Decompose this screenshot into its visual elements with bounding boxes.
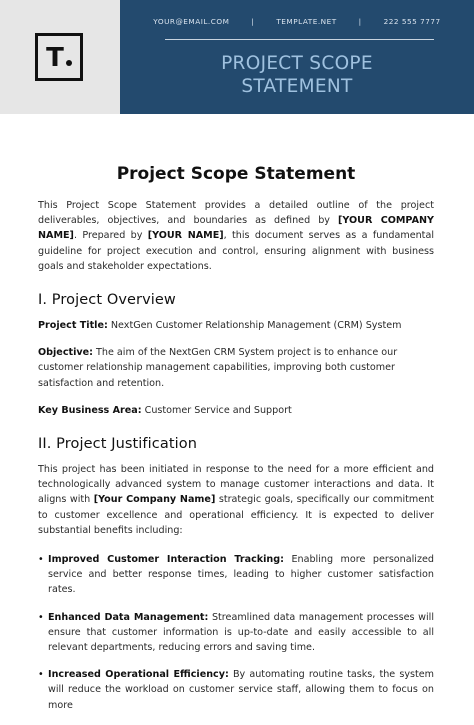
- document-body: [38, 164, 434, 725]
- list-item: [38, 552, 434, 598]
- field-value: The aim of the NextGen CRM System project is to enhance our customer relationship management capabilities, improving both customer satisfaction and retention.: [38, 347, 398, 389]
- banner-title-line1: PROJECT SCOPE: [221, 53, 373, 74]
- company-placeholder: [YOUR COMPANY NAME]: [38, 215, 434, 242]
- field-label: Objective:: [38, 347, 93, 359]
- banner-title: [120, 52, 474, 98]
- objective-field: [38, 345, 434, 391]
- list-item: [38, 610, 434, 656]
- contact-separator: |: [251, 17, 255, 26]
- logo-letter: T: [46, 42, 64, 73]
- benefit-text: By automating routine tasks, the system will reduce the workload on customer service staff, allowing them to focus on more: [48, 669, 434, 711]
- field-label: Project Title:: [38, 320, 108, 332]
- document-title: Project Scope Statement: [116, 164, 356, 184]
- intro-text: This Project Scope Statement provides a detailed outline of the project deliverables, objectives, and boundaries as defined by: [38, 200, 434, 227]
- field-value: Customer Service and Support: [141, 404, 292, 416]
- justification-text: strategic goals, specifically our commitment to customer excellence and operational efficiency. It is expected to deliver substantial benefits including:: [38, 494, 434, 536]
- benefit-text: Enabling more personalized service and better response times, leading to higher customer satisfaction rates.: [48, 554, 434, 596]
- field-label: Key Business Area:: [38, 404, 142, 416]
- company-logo: [35, 33, 83, 81]
- intro-paragraph: [38, 198, 434, 274]
- benefit-label: Enhanced Data Management:: [48, 611, 209, 623]
- contact-separator: |: [358, 17, 362, 26]
- intro-text: , this document serves as a fundamental guideline for project execution and control, ensuring alignment with business goals and stakeholder expectations.: [38, 230, 434, 272]
- document-header: [0, 0, 474, 114]
- contact-website: TEMPLATE.NET: [276, 17, 337, 26]
- contact-bar: [120, 17, 474, 26]
- company-placeholder: [Your Company Name]: [93, 494, 216, 506]
- benefit-label: Improved Customer Interaction Tracking:: [48, 554, 284, 566]
- justification-paragraph: [38, 462, 434, 538]
- project-title-field: [38, 318, 434, 333]
- list-item: [38, 667, 434, 713]
- field-value: NextGen Customer Relationship Management (CRM) System: [107, 320, 402, 332]
- title-banner: [120, 0, 474, 114]
- section-heading-justification: II. Project Justification: [38, 436, 197, 453]
- logo-panel: [0, 0, 120, 114]
- name-placeholder: [YOUR NAME]: [147, 230, 224, 242]
- justification-text: This project has been initiated in response to the need for a more efficient and technologically advanced system to manage customer interactions and data. It aligns with: [38, 464, 434, 506]
- intro-text: . Prepared by: [73, 230, 148, 242]
- banner-divider: [165, 39, 434, 40]
- contact-email: YOUR@EMAIL.COM: [153, 17, 230, 26]
- logo-dot: [66, 60, 72, 66]
- benefit-text: Streamlined data management processes will ensure that customer information is up-to-date and easily accessible to all relevant departments, reducing errors and saving time.: [48, 611, 434, 654]
- business-area-field: [38, 403, 434, 418]
- section-heading-overview: I. Project Overview: [38, 292, 176, 309]
- benefit-label: Increased Operational Efficiency:: [48, 669, 229, 681]
- banner-title-line2: STATEMENT: [241, 76, 353, 97]
- benefits-list: [38, 552, 434, 713]
- contact-phone: 222 555 7777: [383, 17, 441, 26]
